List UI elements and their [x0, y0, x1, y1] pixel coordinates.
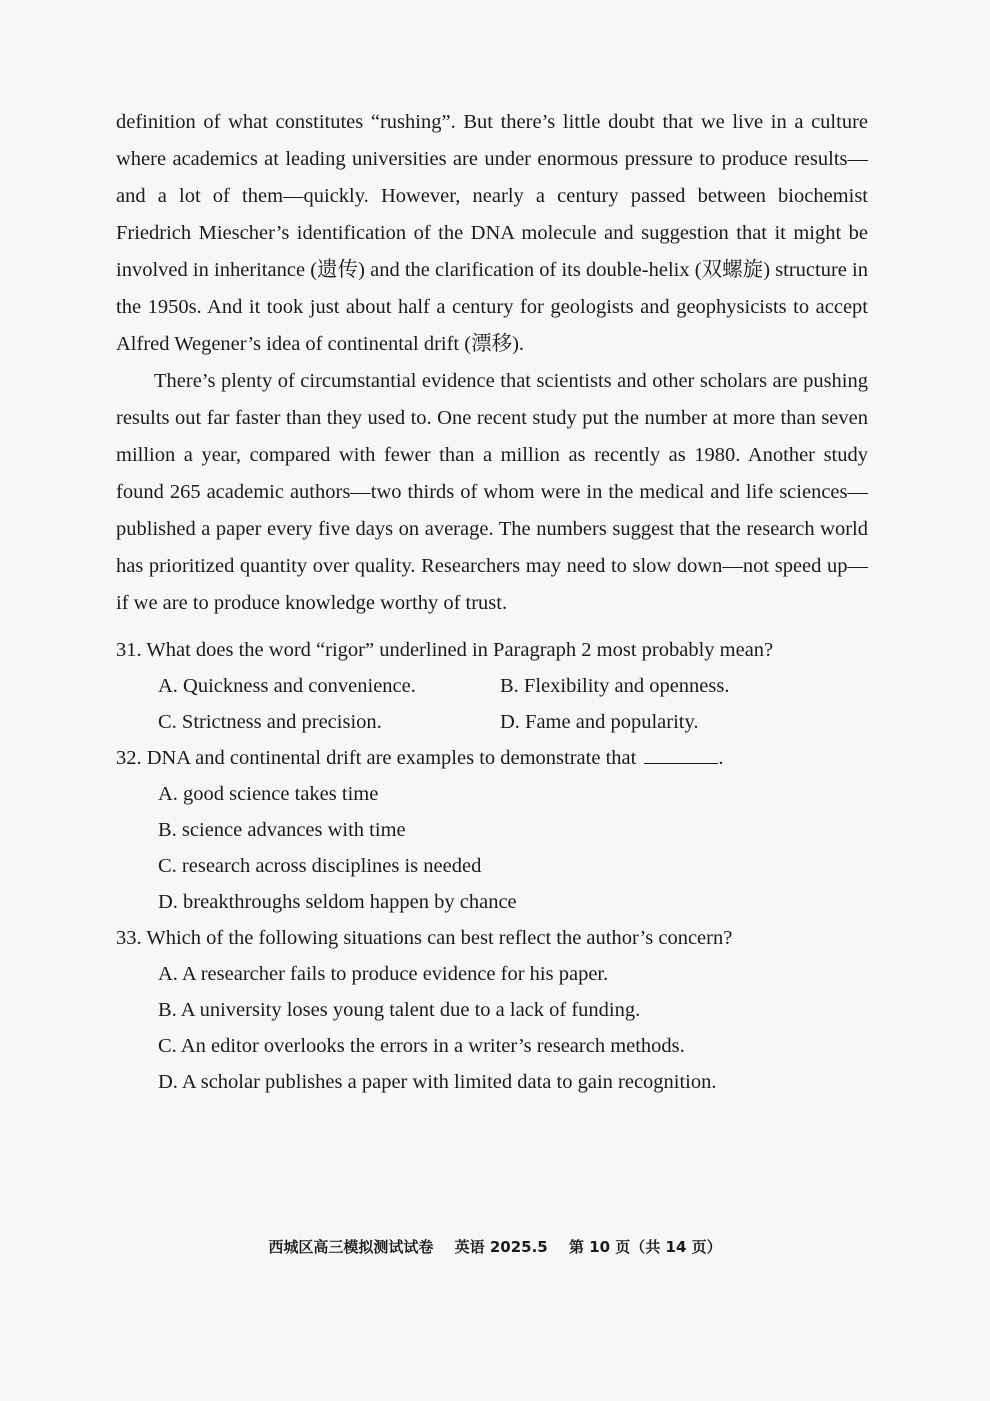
option-a[interactable]: A. A researcher fails to produce evidence for his paper.	[158, 963, 609, 985]
question-31	[116, 632, 868, 740]
option-c[interactable]: C. Strictness and precision.	[158, 711, 382, 733]
option-b[interactable]: B. science advances with time	[158, 819, 406, 841]
option-d[interactable]: D. Fame and popularity.	[500, 711, 699, 733]
options-list	[116, 776, 868, 920]
question-33	[116, 920, 868, 1100]
page-footer	[0, 1236, 990, 1257]
option-c[interactable]: C. research across disciplines is needed	[158, 855, 482, 877]
question-stem: 32. DNA and continental drift are examples to demonstrate that	[116, 747, 637, 769]
exam-title: 西城区高三模拟测试试卷	[268, 1238, 434, 1256]
question-section	[116, 632, 868, 1100]
option-d[interactable]: D. breakthroughs seldom happen by chance	[158, 891, 517, 913]
reading-passage	[116, 104, 868, 622]
question-stem: 31. What does the word “rigor” underlined in Paragraph 2 most probably mean?	[116, 639, 774, 661]
stem-period: .	[718, 747, 724, 769]
options-grid	[116, 668, 868, 740]
option-b[interactable]: B. Flexibility and openness.	[500, 675, 730, 697]
option-b[interactable]: B. A university loses young talent due to a lack of funding.	[158, 999, 641, 1021]
subject-label: 英语 2025.5	[454, 1238, 548, 1256]
passage-paragraph-2: There’s plenty of circumstantial evidence that scientists and other scholars are pushing results out far faster than they used to. One recent study put the number at more than seven million a year, compared with fewer than a million as recently as 1980. Another study found 265 academic authors—two thirds of whom were in the medical and life sciences—published a paper every five days on average. The numbers suggest that the research world has prioritized quantity over quality. Researchers may need to slow down—not speed up—if we are to produce knowledge worthy of trust.	[116, 370, 868, 614]
answer-blank	[644, 745, 718, 764]
question-stem-row	[116, 740, 868, 776]
option-a[interactable]: A. Quickness and convenience.	[158, 675, 416, 697]
option-c[interactable]: C. An editor overlooks the errors in a writer’s research methods.	[158, 1035, 685, 1057]
question-stem: 33. Which of the following situations can best reflect the author’s concern?	[116, 927, 733, 949]
options-list	[116, 956, 868, 1100]
question-32	[116, 740, 868, 920]
passage-paragraph-1: definition of what constitutes “rushing”. But there’s little doubt that we live in a culture where academics at leading universities are under enormous pressure to produce results—and a lot of them—quickly. However, nearly a century passed between biochemist Friedrich Miescher’s identification of the DNA molecule and suggestion that it might be involved in inheritance (遗传) and the clarification of its double-helix (双螺旋) structure in the 1950s. And it took just about half a century for geologists and geophysicists to accept Alfred Wegener’s idea of continental drift (漂移).	[116, 111, 868, 355]
page-number: 第 10 页（共 14 页）	[568, 1238, 722, 1256]
option-d[interactable]: D. A scholar publishes a paper with limited data to gain recognition.	[158, 1071, 717, 1093]
option-a[interactable]: A. good science takes time	[158, 783, 379, 805]
